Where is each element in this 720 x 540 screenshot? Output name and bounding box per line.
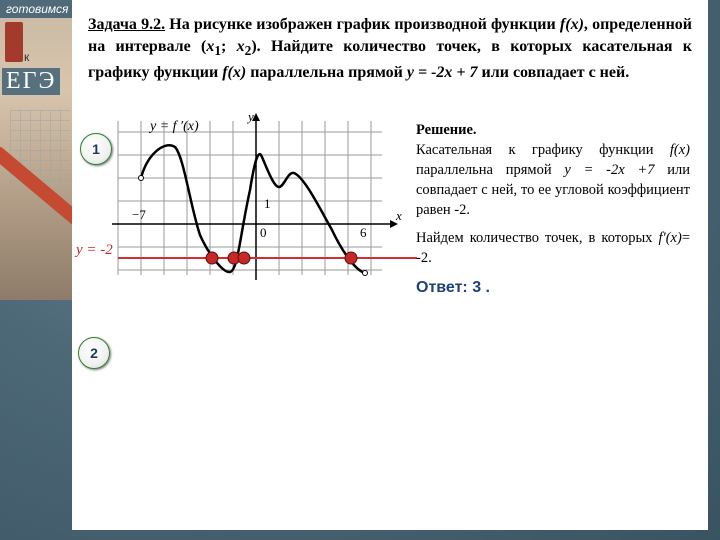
solution-heading: Решение. <box>416 122 477 138</box>
person-figure-icon <box>5 22 23 62</box>
solution-derivative: f′(x) <box>658 230 682 246</box>
badge-two[interactable]: 2 <box>78 337 110 369</box>
solution-text: Касательная к графику функции <box>416 142 670 158</box>
curve-label: y = f ′(x) <box>150 119 199 134</box>
intersection-point <box>206 252 218 264</box>
y-axis-label: y <box>248 109 254 124</box>
task-text: ; <box>221 38 237 55</box>
task-text: , определенной на интервале ( <box>88 16 693 55</box>
task-text: ). Найдите количество точек, в которых касательная к графику функции <box>88 38 693 82</box>
task-x2-sub: 2 <box>244 43 252 59</box>
task-function: f(x) <box>559 16 584 33</box>
badge-one[interactable]: 1 <box>80 133 112 165</box>
curve-end-point <box>363 271 368 276</box>
curve-start-point <box>139 176 144 181</box>
tick-neg7: −7 <box>132 207 146 222</box>
task-x1: x <box>206 38 215 55</box>
task-statement <box>88 14 692 84</box>
solution-text: параллельна прямой <box>416 162 565 178</box>
task-function: f(x) <box>222 64 247 82</box>
solution-line-equation: y = -2x +7 <box>564 162 655 178</box>
solution-paragraph-2 <box>416 228 690 268</box>
solution-block <box>416 120 690 298</box>
solution-text: = -2. <box>416 230 690 266</box>
answer: Ответ: 3 . <box>416 279 490 296</box>
derivative-curve <box>141 145 365 273</box>
intersection-point <box>345 252 357 264</box>
tick-6: 6 <box>360 225 367 240</box>
task-x1-sub: 1 <box>214 43 222 59</box>
solution-paragraph-1 <box>416 140 690 220</box>
solution-text: или совпадает с ней, то ее угловой коэффициент равен -2. <box>416 162 690 218</box>
task-text: На рисунке изображен график производной функции <box>165 16 560 33</box>
derivative-graph <box>72 105 417 285</box>
logo-letter: к <box>24 50 30 64</box>
solution-text: Найдем количество точек, в которых <box>416 230 659 246</box>
task-x2: x <box>236 38 245 55</box>
ege-logo: ЕГЭ <box>2 68 60 95</box>
task-text: или совпадает с ней. <box>477 64 630 82</box>
intersection-point <box>238 252 250 264</box>
line-label: y = -2 <box>76 242 113 258</box>
logo-top-text: готовимся <box>0 0 72 18</box>
tick-0: 0 <box>260 225 267 240</box>
x-axis-label: x <box>396 208 402 223</box>
task-title: Задача 9.2. <box>88 16 166 33</box>
tick-1: 1 <box>264 196 271 211</box>
graph-grid <box>118 121 382 275</box>
ege-logo-panel <box>0 0 72 300</box>
solution-function: f(x) <box>669 142 690 158</box>
task-line-equation: y = -2x + 7 <box>406 64 478 82</box>
slide <box>72 0 708 530</box>
task-text: параллельна прямой <box>246 64 407 82</box>
